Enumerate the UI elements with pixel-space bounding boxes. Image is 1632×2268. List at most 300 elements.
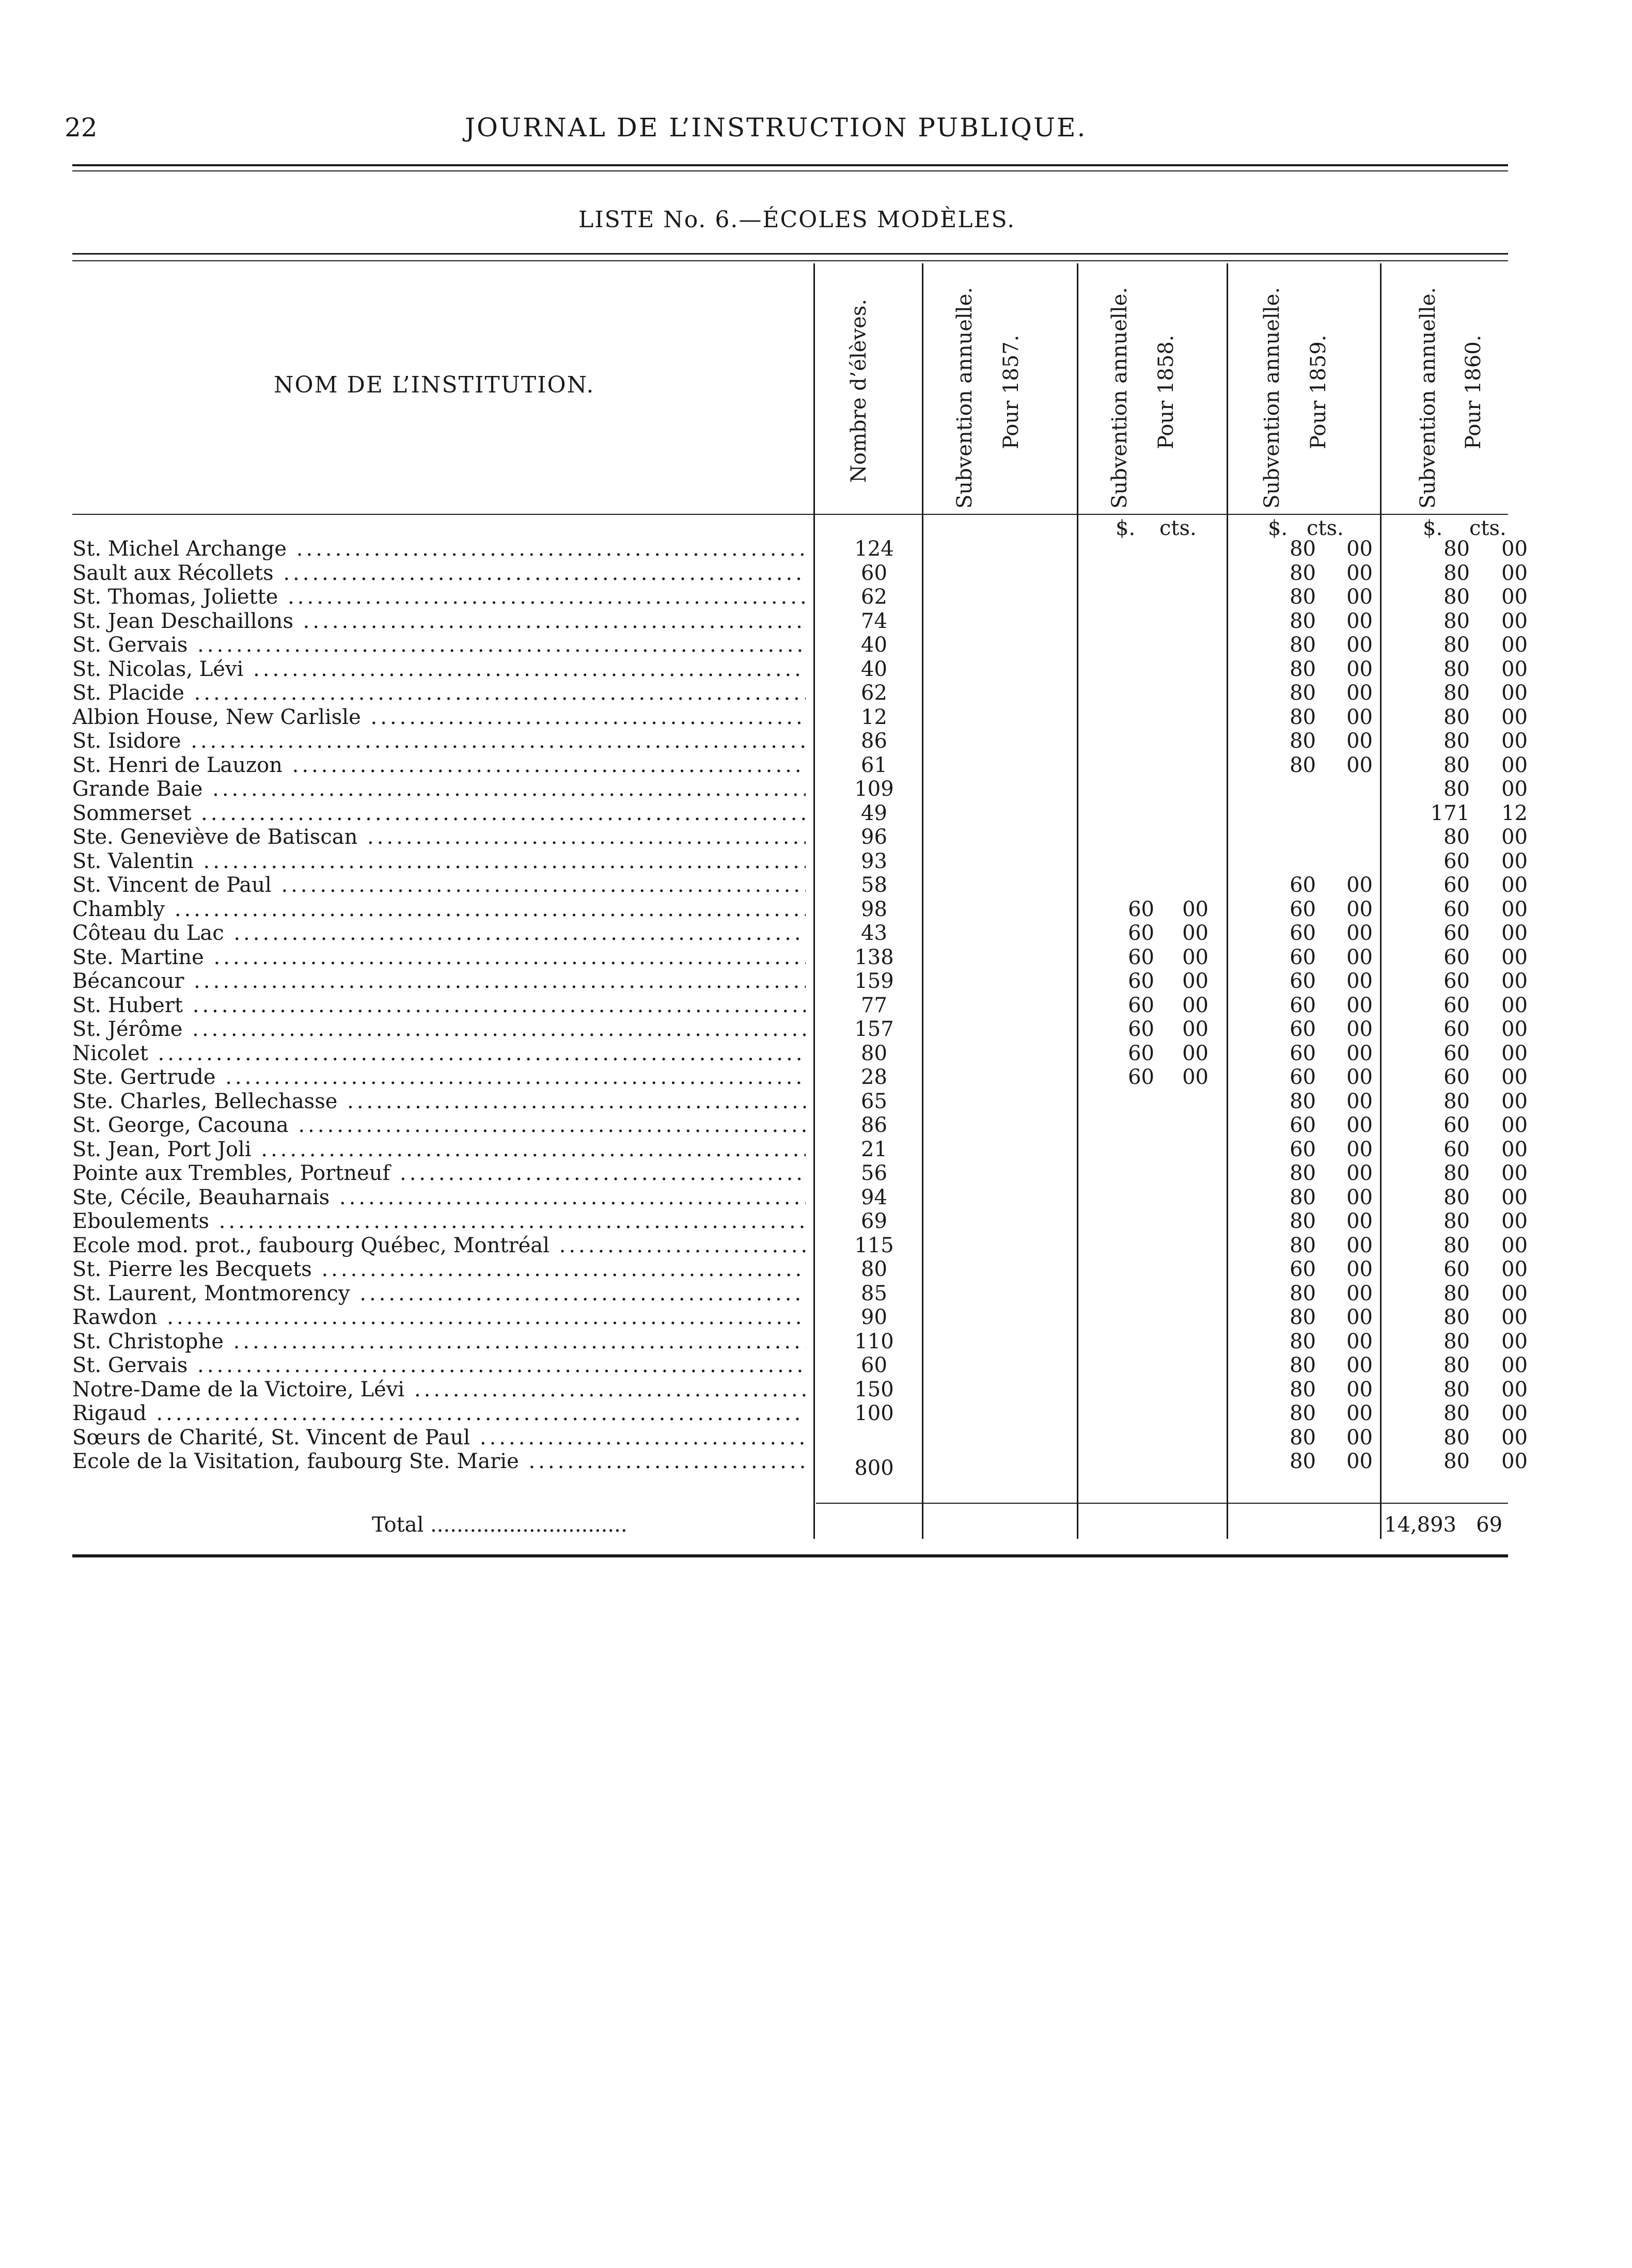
subvention-1858-dollars: 60	[1128, 969, 1154, 993]
institution-name: St. Jérôme .....	[72, 1017, 806, 1041]
table-bottom-rule	[72, 1554, 1508, 1557]
header-bottom-rule	[72, 514, 1508, 515]
institution-name: St. Vincent de Paul .....	[72, 873, 806, 897]
eleves-value: 159	[854, 969, 894, 993]
subvention-1860-dollars: 80	[1443, 1401, 1470, 1425]
unit-cents-1858: cts.	[1159, 516, 1197, 540]
table-top-rule	[72, 253, 1508, 255]
subvention-1859-dollars: 60	[1290, 945, 1316, 969]
institution-name: Ecole mod. prot., faubourg Québec, Montréal .....	[72, 1234, 806, 1257]
subvention-1860-cents: 00	[1501, 1353, 1528, 1377]
subvention-1860-cents: 00	[1501, 897, 1528, 921]
institution-name: Ste. Gertrude .....	[72, 1065, 806, 1089]
list-title: LISTE No. 6.—ÉCOLES MODÈLES.	[578, 207, 1016, 233]
institution-name: Rawdon .....	[72, 1305, 806, 1329]
subvention-1860-dollars: 80	[1443, 1161, 1470, 1185]
total-cents: 69	[1476, 1513, 1503, 1537]
subvention-1860-dollars: 80	[1443, 609, 1470, 633]
subvention-1860-dollars: 80	[1443, 1089, 1470, 1113]
table-row	[72, 585, 1528, 609]
subvention-1859-cents: 00	[1346, 1209, 1373, 1233]
eleves-value: 94	[861, 1185, 887, 1209]
subvention-1860-cents: 00	[1501, 1450, 1528, 1473]
subvention-1859-cents: 00	[1346, 753, 1373, 777]
subvention-1860-dollars: 80	[1443, 1377, 1470, 1401]
unit-dollars-1858: $.	[1116, 516, 1136, 540]
eleves-value: 110	[854, 1329, 894, 1353]
table-row	[72, 1089, 1528, 1113]
subvention-1859-cents: 00	[1346, 633, 1373, 657]
subvention-1858-dollars: 60	[1128, 897, 1154, 921]
total-leader: ..............................	[423, 1513, 627, 1537]
subvention-1859-dollars: 80	[1290, 1089, 1316, 1113]
institution-name: Sœurs de Charité, St. Vincent de Paul .....	[72, 1426, 806, 1450]
journal-title: JOURNAL DE L’INSTRUCTION PUBLIQUE.	[465, 113, 1087, 143]
institution-name: St. Michel Archange .....	[72, 537, 806, 561]
subvention-1859-dollars: 80	[1290, 1450, 1316, 1473]
institution-name: St. Henri de Lauzon .....	[72, 753, 806, 777]
table-row	[72, 777, 1528, 801]
institution-name: Rigaud .....	[72, 1401, 806, 1425]
table-row	[72, 1185, 1528, 1209]
subvention-1859-dollars: 80	[1290, 657, 1316, 681]
subvention-1860-dollars: 60	[1443, 1257, 1470, 1281]
institution-name: St. Isidore .....	[72, 729, 806, 753]
subvention-1860-dollars: 80	[1443, 633, 1470, 657]
subvention-1860-cents: 00	[1501, 1329, 1528, 1353]
institution-name: Bécancour .....	[72, 969, 806, 993]
table-row	[72, 1305, 1528, 1329]
total-rule	[816, 1503, 1508, 1504]
institution-name: Ste. Charles, Bellechasse .....	[72, 1090, 806, 1113]
institution-name: St. Pierre les Becquets .....	[72, 1257, 806, 1281]
institution-name: St. Gervais .....	[72, 1353, 806, 1377]
subvention-1859-cents: 00	[1346, 921, 1373, 945]
institution-name: Ecole de la Visitation, faubourg Ste. Marie .....	[72, 1450, 806, 1473]
subvention-1859-cents: 00	[1346, 1257, 1373, 1281]
subvention-1860-cents: 00	[1501, 1089, 1528, 1113]
subvention-1859-cents: 00	[1346, 1041, 1373, 1065]
institution-name: Grande Baie .....	[72, 777, 806, 801]
subvention-1859-dollars: 80	[1290, 561, 1316, 585]
subvention-1860-dollars: 60	[1443, 849, 1470, 873]
subvention-1858-dollars: 60	[1128, 1041, 1154, 1065]
institution-name: St. Hubert .....	[72, 994, 806, 1017]
institution-name: St. Valentin .....	[72, 849, 806, 873]
table-row	[72, 1137, 1528, 1161]
table-row	[72, 1113, 1528, 1137]
subvention-1860-cents: 00	[1501, 1425, 1528, 1450]
subvention-1860-cents: 00	[1501, 585, 1528, 609]
subvention-1859-dollars: 60	[1290, 969, 1316, 993]
table-row	[72, 1450, 1528, 1473]
subvention-1860-dollars: 60	[1443, 969, 1470, 993]
institution-name: St. George, Cacouna .....	[72, 1113, 806, 1137]
subvention-1859-cents: 00	[1346, 561, 1373, 585]
column-header-subvention-1859: Subvention annuelle.	[1260, 287, 1284, 509]
subvention-1860-dollars: 60	[1443, 1017, 1470, 1041]
subvention-1860-cents: 00	[1501, 1233, 1528, 1257]
subvention-1860-dollars: 60	[1443, 921, 1470, 945]
subvention-1859-cents: 00	[1346, 1233, 1373, 1257]
eleves-value: 80	[861, 1041, 887, 1065]
eleves-value: 115	[854, 1233, 894, 1257]
column-header-subvention-1860: Subvention annuelle.	[1416, 287, 1440, 509]
subvention-1858-dollars: 60	[1128, 1017, 1154, 1041]
eleves-value: 74	[861, 609, 887, 633]
subvention-1859-dollars: 80	[1290, 729, 1316, 753]
subvention-1858-dollars: 60	[1128, 945, 1154, 969]
subvention-1860-dollars: 80	[1443, 729, 1470, 753]
subvention-1859-dollars: 60	[1290, 1137, 1316, 1161]
subvention-1860-cents: 00	[1501, 729, 1528, 753]
subvention-1860-dollars: 80	[1443, 825, 1470, 849]
table-row	[72, 897, 1528, 921]
eleves-value: 77	[861, 993, 887, 1017]
institution-name: St. Laurent, Montmorency .....	[72, 1282, 806, 1305]
table-row	[72, 657, 1528, 681]
institution-name: Albion House, New Carlisle .....	[72, 705, 806, 729]
subvention-1858-cents: 00	[1182, 921, 1209, 945]
table-row	[72, 873, 1528, 897]
subvention-1859-dollars: 80	[1290, 681, 1316, 705]
subvention-1860-dollars: 80	[1443, 585, 1470, 609]
subvention-1860-cents: 12	[1501, 801, 1528, 825]
eleves-value: 86	[861, 1113, 887, 1137]
subvention-1859-cents: 00	[1346, 1401, 1373, 1425]
subvention-1859-dollars: 80	[1290, 609, 1316, 633]
subvention-1860-dollars: 80	[1443, 1305, 1470, 1329]
subvention-1860-cents: 00	[1501, 849, 1528, 873]
subvention-1860-dollars: 60	[1443, 993, 1470, 1017]
unit-cents-1859: cts.	[1307, 516, 1344, 540]
column-header-pour-1858: Pour 1858.	[1154, 335, 1178, 449]
subvention-1859-cents: 00	[1346, 969, 1373, 993]
eleves-value: 12	[861, 705, 887, 729]
subvention-1860-cents: 00	[1501, 1401, 1528, 1425]
eleves-value: 28	[861, 1065, 887, 1089]
subvention-1860-dollars: 60	[1443, 1065, 1470, 1089]
subvention-1859-cents: 00	[1346, 1377, 1373, 1401]
subvention-1859-dollars: 80	[1290, 1377, 1316, 1401]
eleves-value: 60	[861, 1353, 887, 1377]
subvention-1859-dollars: 60	[1290, 873, 1316, 897]
header-rule-thin	[72, 170, 1508, 171]
subvention-1860-cents: 00	[1501, 825, 1528, 849]
table-row	[72, 705, 1528, 729]
subvention-1859-cents: 00	[1346, 729, 1373, 753]
subvention-1860-cents: 00	[1501, 1065, 1528, 1089]
table-row	[72, 1353, 1528, 1377]
table-row	[72, 1425, 1528, 1450]
institution-name: St. Jean, Port Joli .....	[72, 1138, 806, 1161]
table-row	[72, 801, 1528, 825]
subvention-1860-cents: 00	[1501, 1017, 1528, 1041]
unit-cents-1860: cts.	[1469, 516, 1507, 540]
subvention-1859-cents: 00	[1346, 1089, 1373, 1113]
subvention-1858-dollars: 60	[1128, 1065, 1154, 1089]
subvention-1860-dollars: 60	[1443, 1137, 1470, 1161]
institution-name: Ste. Geneviève de Batiscan .....	[72, 825, 806, 849]
column-header-pour-1860: Pour 1860.	[1462, 335, 1485, 449]
subvention-1859-dollars: 80	[1290, 1353, 1316, 1377]
eleves-value: 96	[861, 825, 887, 849]
table-row	[72, 729, 1528, 753]
subvention-1860-dollars: 60	[1443, 1041, 1470, 1065]
subvention-1859-cents: 00	[1346, 1137, 1373, 1161]
eleves-value: 93	[861, 849, 887, 873]
subvention-1859-dollars: 80	[1290, 1329, 1316, 1353]
subvention-1860-dollars: 80	[1443, 705, 1470, 729]
subvention-1860-cents: 00	[1501, 969, 1528, 993]
subvention-1859-cents: 00	[1346, 609, 1373, 633]
subvention-1860-cents: 00	[1501, 1161, 1528, 1185]
header-rule	[72, 164, 1508, 166]
subvention-1860-cents: 00	[1501, 657, 1528, 681]
subvention-1859-dollars: 80	[1290, 633, 1316, 657]
subvention-1859-dollars: 80	[1290, 1281, 1316, 1305]
subvention-1860-cents: 00	[1501, 1377, 1528, 1401]
institution-name: St. Christophe .....	[72, 1330, 806, 1353]
column-header-eleves: Nombre d’élèves.	[847, 298, 871, 483]
institution-name: Sommerset .....	[72, 801, 806, 825]
institution-name: Côteau du Lac .....	[72, 921, 806, 945]
subvention-1860-cents: 00	[1501, 1209, 1528, 1233]
eleves-value: 40	[861, 633, 887, 657]
subvention-1858-cents: 00	[1182, 969, 1209, 993]
table-row	[72, 1257, 1528, 1281]
subvention-1860-dollars: 80	[1443, 657, 1470, 681]
subvention-1859-dollars: 80	[1290, 1233, 1316, 1257]
subvention-1860-dollars: 80	[1443, 681, 1470, 705]
table-row	[72, 921, 1528, 945]
eleves-value: 138	[854, 945, 894, 969]
subvention-1860-cents: 00	[1501, 633, 1528, 657]
subvention-1859-dollars: 80	[1290, 1305, 1316, 1329]
unit-dollars-1860: $.	[1423, 516, 1443, 540]
total-value	[1384, 1513, 1502, 1537]
subvention-1859-cents: 00	[1346, 1017, 1373, 1041]
institution-name: St. Placide .....	[72, 681, 806, 705]
eleves-value: 80	[861, 1257, 887, 1281]
eleves-value: 150	[854, 1377, 894, 1401]
subvention-1860-dollars: 80	[1443, 1450, 1470, 1473]
subvention-1859-dollars: 60	[1290, 1041, 1316, 1065]
table-row	[72, 681, 1528, 705]
subvention-1860-cents: 00	[1501, 1137, 1528, 1161]
table-row	[72, 1041, 1528, 1065]
table-row	[72, 1065, 1528, 1089]
subvention-1859-cents: 00	[1346, 1281, 1373, 1305]
subvention-1859-cents: 00	[1346, 1113, 1373, 1137]
subvention-1860-cents: 00	[1501, 681, 1528, 705]
subvention-1860-cents: 00	[1501, 1257, 1528, 1281]
total-label-text: Total	[372, 1513, 424, 1537]
eleves-value: 100	[854, 1401, 894, 1425]
column-header-subvention-1857: Subvention annuelle.	[953, 287, 977, 509]
subvention-1860-dollars: 80	[1443, 1353, 1470, 1377]
subvention-1858-dollars: 60	[1128, 993, 1154, 1017]
subvention-1859-dollars: 60	[1290, 1113, 1316, 1137]
subvention-1859-dollars: 80	[1290, 705, 1316, 729]
subvention-1859-cents: 00	[1346, 1353, 1373, 1377]
subvention-1860-dollars: 60	[1443, 897, 1470, 921]
subvention-1858-cents: 00	[1182, 1041, 1209, 1065]
table-row	[72, 1377, 1528, 1401]
subvention-1859-dollars: 80	[1290, 1185, 1316, 1209]
table-row	[72, 1401, 1528, 1425]
subvention-1860-dollars: 171	[1430, 801, 1470, 825]
table-row	[72, 633, 1528, 657]
subvention-1858-cents: 00	[1182, 897, 1209, 921]
subvention-1860-dollars: 80	[1443, 561, 1470, 585]
subvention-1860-cents: 00	[1501, 993, 1528, 1017]
institution-name: Chambly .....	[72, 897, 806, 921]
total-dollars: 14,893	[1384, 1513, 1456, 1537]
institution-name: Notre-Dame de la Victoire, Lévi .....	[72, 1378, 806, 1401]
eleves-value: 86	[861, 729, 887, 753]
subvention-1859-dollars: 80	[1290, 1209, 1316, 1233]
subvention-1859-dollars: 80	[1290, 1425, 1316, 1450]
eleves-value: 56	[861, 1161, 887, 1185]
eleves-value: 124	[854, 537, 894, 561]
subvention-1859-cents: 00	[1346, 705, 1373, 729]
subvention-1859-cents: 00	[1346, 657, 1373, 681]
table-row	[72, 561, 1528, 585]
subvention-1858-cents: 00	[1182, 1065, 1209, 1089]
subvention-1860-dollars: 60	[1443, 873, 1470, 897]
subvention-1858-dollars: 60	[1128, 921, 1154, 945]
subvention-1859-cents: 00	[1346, 1161, 1373, 1185]
subvention-1859-dollars: 60	[1290, 1257, 1316, 1281]
subvention-1859-cents: 00	[1346, 1185, 1373, 1209]
unit-dollars-1859: $.	[1268, 516, 1288, 540]
eleves-value: 60	[861, 561, 887, 585]
table-row	[72, 609, 1528, 633]
subvention-1858-cents: 00	[1182, 993, 1209, 1017]
table-row	[72, 849, 1528, 873]
institution-name: St. Gervais .....	[72, 633, 806, 657]
subvention-1860-cents: 00	[1501, 537, 1528, 561]
subvention-1859-cents: 00	[1346, 585, 1373, 609]
subvention-1860-dollars: 80	[1443, 753, 1470, 777]
subvention-1860-cents: 00	[1501, 753, 1528, 777]
subvention-1859-cents: 00	[1346, 681, 1373, 705]
eleves-value: 58	[861, 873, 887, 897]
subvention-1858-cents: 00	[1182, 945, 1209, 969]
subvention-1859-cents: 00	[1346, 897, 1373, 921]
subvention-1860-dollars: 80	[1443, 1425, 1470, 1450]
table-row	[72, 1281, 1528, 1305]
table-row	[72, 1161, 1528, 1185]
eleves-value: 43	[861, 921, 887, 945]
subvention-1860-dollars: 60	[1443, 1113, 1470, 1137]
subvention-1859-dollars: 60	[1290, 1065, 1316, 1089]
eleves-value: 61	[861, 753, 887, 777]
eleves-value: 62	[861, 585, 887, 609]
column-header-pour-1857: Pour 1857.	[999, 335, 1023, 449]
subvention-1859-dollars: 80	[1290, 585, 1316, 609]
subvention-1860-cents: 00	[1501, 921, 1528, 945]
subvention-1860-dollars: 80	[1443, 1209, 1470, 1233]
subvention-1860-dollars: 80	[1443, 1329, 1470, 1353]
subvention-1859-dollars: 80	[1290, 537, 1316, 561]
eleves-value: 98	[861, 897, 887, 921]
shared-eleves-value: 800	[854, 1456, 894, 1480]
column-header-pour-1859: Pour 1859.	[1307, 335, 1330, 449]
institution-name: St. Thomas, Joliette .....	[72, 585, 806, 609]
page-number: 22	[65, 113, 98, 143]
eleves-value: 40	[861, 657, 887, 681]
eleves-value: 21	[861, 1137, 887, 1161]
subvention-1859-dollars: 80	[1290, 1161, 1316, 1185]
subvention-1859-dollars: 60	[1290, 1017, 1316, 1041]
eleves-value: 69	[861, 1209, 887, 1233]
subvention-1860-cents: 00	[1501, 1185, 1528, 1209]
subvention-1859-dollars: 60	[1290, 993, 1316, 1017]
table-row	[72, 825, 1528, 849]
subvention-1858-cents: 00	[1182, 1017, 1209, 1041]
institution-name: Ste, Cécile, Beauharnais .....	[72, 1186, 806, 1209]
subvention-1860-cents: 00	[1501, 777, 1528, 801]
eleves-value: 62	[861, 681, 887, 705]
subvention-1859-cents: 00	[1346, 1305, 1373, 1329]
subvention-1860-dollars: 60	[1443, 945, 1470, 969]
eleves-value: 49	[861, 801, 887, 825]
subvention-1860-cents: 00	[1501, 705, 1528, 729]
subvention-1859-dollars: 60	[1290, 921, 1316, 945]
subvention-1860-dollars: 80	[1443, 777, 1470, 801]
institution-name: Eboulements .....	[72, 1209, 806, 1233]
subvention-1859-dollars: 60	[1290, 897, 1316, 921]
subvention-1860-cents: 00	[1501, 609, 1528, 633]
column-header-nom: NOM DE L’INSTITUTION.	[274, 372, 595, 398]
subvention-1859-cents: 00	[1346, 1450, 1373, 1473]
subvention-1859-dollars: 80	[1290, 753, 1316, 777]
institution-name: Nicolet .....	[72, 1042, 806, 1065]
table-row	[72, 945, 1528, 969]
subvention-1859-cents: 00	[1346, 537, 1373, 561]
subvention-1859-dollars: 80	[1290, 1401, 1316, 1425]
institution-name: Pointe aux Trembles, Portneuf .....	[72, 1161, 806, 1185]
subvention-1859-cents: 00	[1346, 873, 1373, 897]
table-top-rule-thin	[72, 260, 1508, 261]
subvention-1860-dollars: 80	[1443, 1233, 1470, 1257]
eleves-value: 109	[854, 777, 894, 801]
subvention-1859-cents: 00	[1346, 1065, 1373, 1089]
eleves-value: 85	[861, 1281, 887, 1305]
subvention-1859-cents: 00	[1346, 1329, 1373, 1353]
column-header-subvention-1858: Subvention annuelle.	[1108, 287, 1132, 509]
subvention-1860-dollars: 80	[1443, 537, 1470, 561]
table-row	[72, 1209, 1528, 1233]
subvention-1859-cents: 00	[1346, 993, 1373, 1017]
subvention-1860-cents: 00	[1501, 945, 1528, 969]
table-row	[72, 537, 1528, 561]
subvention-1860-cents: 00	[1501, 1041, 1528, 1065]
institution-name: Sault aux Récollets .....	[72, 561, 806, 585]
subvention-1860-dollars: 80	[1443, 1185, 1470, 1209]
subvention-1860-cents: 00	[1501, 873, 1528, 897]
eleves-value: 65	[861, 1089, 887, 1113]
table-row	[72, 1233, 1528, 1257]
eleves-value: 157	[854, 1017, 894, 1041]
table-row	[72, 1017, 1528, 1041]
table-row	[72, 753, 1528, 777]
subvention-1860-dollars: 80	[1443, 1281, 1470, 1305]
subvention-1860-cents: 00	[1501, 561, 1528, 585]
table-row	[72, 993, 1528, 1017]
